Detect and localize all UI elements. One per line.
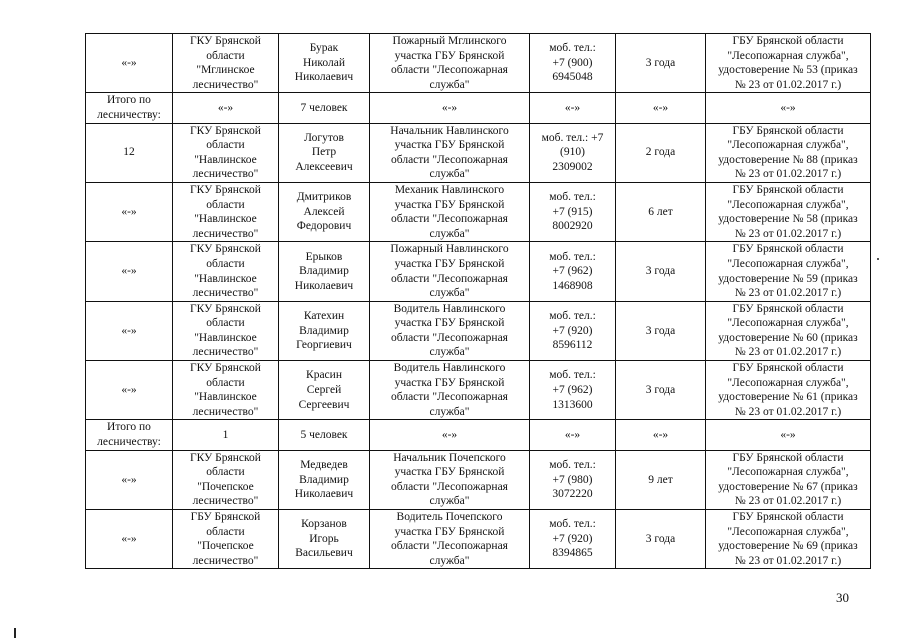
experience-cell: 3 года bbox=[616, 34, 706, 93]
name-cell: 7 человек bbox=[279, 93, 370, 123]
forestry-cell: ГКУ Брянской области "Навлинское лесничество" bbox=[173, 361, 279, 420]
forestry-cell: ГКУ Брянской области "Мглинское лесничество" bbox=[173, 34, 279, 93]
certificate-cell: ГБУ Брянской области "Лесопожарная служба", удостоверение № 67 (приказ № 23 от 01.02.2017 г.) bbox=[706, 450, 871, 509]
forestry-cell: ГБУ Брянской области "Почепское лесничество" bbox=[173, 510, 279, 569]
position-cell: Начальник Навлинского участка ГБУ Брянской области "Лесопожарная служба" bbox=[370, 123, 530, 182]
experience-cell: 9 лет bbox=[616, 450, 706, 509]
table-row bbox=[86, 510, 871, 569]
certificate-cell: ГБУ Брянской области "Лесопожарная служба", удостоверение № 60 (приказ № 23 от 01.02.2017 г.) bbox=[706, 301, 871, 360]
certificate-cell: «-» bbox=[706, 93, 871, 123]
experience-cell: 2 года bbox=[616, 123, 706, 182]
personnel-table bbox=[85, 33, 871, 569]
phone-cell: моб. тел.: +7 (962) 1468908 bbox=[530, 242, 616, 301]
scan-speck bbox=[877, 258, 879, 260]
experience-cell: 3 года bbox=[616, 242, 706, 301]
position-cell: Водитель Почепского участка ГБУ Брянской области "Лесопожарная служба" bbox=[370, 510, 530, 569]
table-total-row bbox=[86, 420, 871, 450]
table-row bbox=[86, 450, 871, 509]
row-number-cell: «-» bbox=[86, 34, 173, 93]
forestry-cell: «-» bbox=[173, 93, 279, 123]
position-cell: Водитель Навлинского участка ГБУ Брянской области "Лесопожарная служба" bbox=[370, 301, 530, 360]
personnel-table-body bbox=[86, 34, 871, 569]
name-cell: Катехин Владимир Георгиевич bbox=[279, 301, 370, 360]
certificate-cell: ГБУ Брянской области "Лесопожарная служба", удостоверение № 59 (приказ № 23 от 01.02.2017 г.) bbox=[706, 242, 871, 301]
forestry-cell: ГКУ Брянской области "Навлинское лесничество" bbox=[173, 301, 279, 360]
position-cell: «-» bbox=[370, 420, 530, 450]
certificate-cell: ГБУ Брянской области "Лесопожарная служба", удостоверение № 69 (приказ № 23 от 01.02.2017 г.) bbox=[706, 510, 871, 569]
experience-cell: 3 года bbox=[616, 361, 706, 420]
phone-cell: моб. тел.: +7 (920) 8394865 bbox=[530, 510, 616, 569]
phone-cell: моб. тел.: +7 (910) 2309002 bbox=[530, 123, 616, 182]
experience-cell: 3 года bbox=[616, 510, 706, 569]
table-total-row bbox=[86, 93, 871, 123]
name-cell: Красин Сергей Сергеевич bbox=[279, 361, 370, 420]
phone-cell: «-» bbox=[530, 420, 616, 450]
forestry-cell: ГКУ Брянской области "Почепское лесничество" bbox=[173, 450, 279, 509]
table-row bbox=[86, 242, 871, 301]
row-number-cell: Итого по лесничеству: bbox=[86, 93, 173, 123]
phone-cell: моб. тел.: +7 (920) 8596112 bbox=[530, 301, 616, 360]
forestry-cell: ГКУ Брянской области "Навлинское лесничество" bbox=[173, 123, 279, 182]
name-cell: Дмитриков Алексей Федорович bbox=[279, 182, 370, 241]
scan-margin-mark bbox=[14, 628, 16, 638]
row-number-cell: «-» bbox=[86, 301, 173, 360]
certificate-cell: ГБУ Брянской области "Лесопожарная служба", удостоверение № 53 (приказ № 23 от 01.02.2017 г.) bbox=[706, 34, 871, 93]
experience-cell: «-» bbox=[616, 420, 706, 450]
row-number-cell: «-» bbox=[86, 182, 173, 241]
name-cell: 5 человек bbox=[279, 420, 370, 450]
row-number-cell: «-» bbox=[86, 361, 173, 420]
forestry-cell: ГКУ Брянской области "Навлинское лесничество" bbox=[173, 242, 279, 301]
name-cell: Логутов Петр Алексеевич bbox=[279, 123, 370, 182]
position-cell: Водитель Навлинского участка ГБУ Брянской области "Лесопожарная служба" bbox=[370, 361, 530, 420]
table-row bbox=[86, 182, 871, 241]
position-cell: «-» bbox=[370, 93, 530, 123]
table-row bbox=[86, 34, 871, 93]
experience-cell: 3 года bbox=[616, 301, 706, 360]
position-cell: Пожарный Мглинского участка ГБУ Брянской области "Лесопожарная служба" bbox=[370, 34, 530, 93]
table-row bbox=[86, 123, 871, 182]
phone-cell: «-» bbox=[530, 93, 616, 123]
phone-cell: моб. тел.: +7 (962) 1313600 bbox=[530, 361, 616, 420]
phone-cell: моб. тел.: +7 (915) 8002920 bbox=[530, 182, 616, 241]
name-cell: Корзанов Игорь Васильевич bbox=[279, 510, 370, 569]
position-cell: Начальник Почепского участка ГБУ Брянской области "Лесопожарная служба" bbox=[370, 450, 530, 509]
row-number-cell: «-» bbox=[86, 242, 173, 301]
phone-cell: моб. тел.: +7 (900) 6945048 bbox=[530, 34, 616, 93]
certificate-cell: ГБУ Брянской области "Лесопожарная служба", удостоверение № 61 (приказ № 23 от 01.02.2017 г.) bbox=[706, 361, 871, 420]
name-cell: Ерыков Владимир Николаевич bbox=[279, 242, 370, 301]
name-cell: Медведев Владимир Николаевич bbox=[279, 450, 370, 509]
phone-cell: моб. тел.: +7 (980) 3072220 bbox=[530, 450, 616, 509]
row-number-cell: «-» bbox=[86, 510, 173, 569]
row-number-cell: «-» bbox=[86, 450, 173, 509]
experience-cell: 6 лет bbox=[616, 182, 706, 241]
certificate-cell: ГБУ Брянской области "Лесопожарная служба", удостоверение № 58 (приказ № 23 от 01.02.2017 г.) bbox=[706, 182, 871, 241]
forestry-cell: 1 bbox=[173, 420, 279, 450]
certificate-cell: «-» bbox=[706, 420, 871, 450]
position-cell: Механик Навлинского участка ГБУ Брянской области "Лесопожарная служба" bbox=[370, 182, 530, 241]
experience-cell: «-» bbox=[616, 93, 706, 123]
row-number-cell: Итого по лесничеству: bbox=[86, 420, 173, 450]
page-number: 30 bbox=[836, 590, 849, 605]
name-cell: Бурак Николай Николаевич bbox=[279, 34, 370, 93]
forestry-cell: ГКУ Брянской области "Навлинское лесничество" bbox=[173, 182, 279, 241]
row-number-cell: 12 bbox=[86, 123, 173, 182]
certificate-cell: ГБУ Брянской области "Лесопожарная служба", удостоверение № 88 (приказ № 23 от 01.02.2017 г.) bbox=[706, 123, 871, 182]
position-cell: Пожарный Навлинского участка ГБУ Брянской области "Лесопожарная служба" bbox=[370, 242, 530, 301]
table-row bbox=[86, 361, 871, 420]
table-row bbox=[86, 301, 871, 360]
